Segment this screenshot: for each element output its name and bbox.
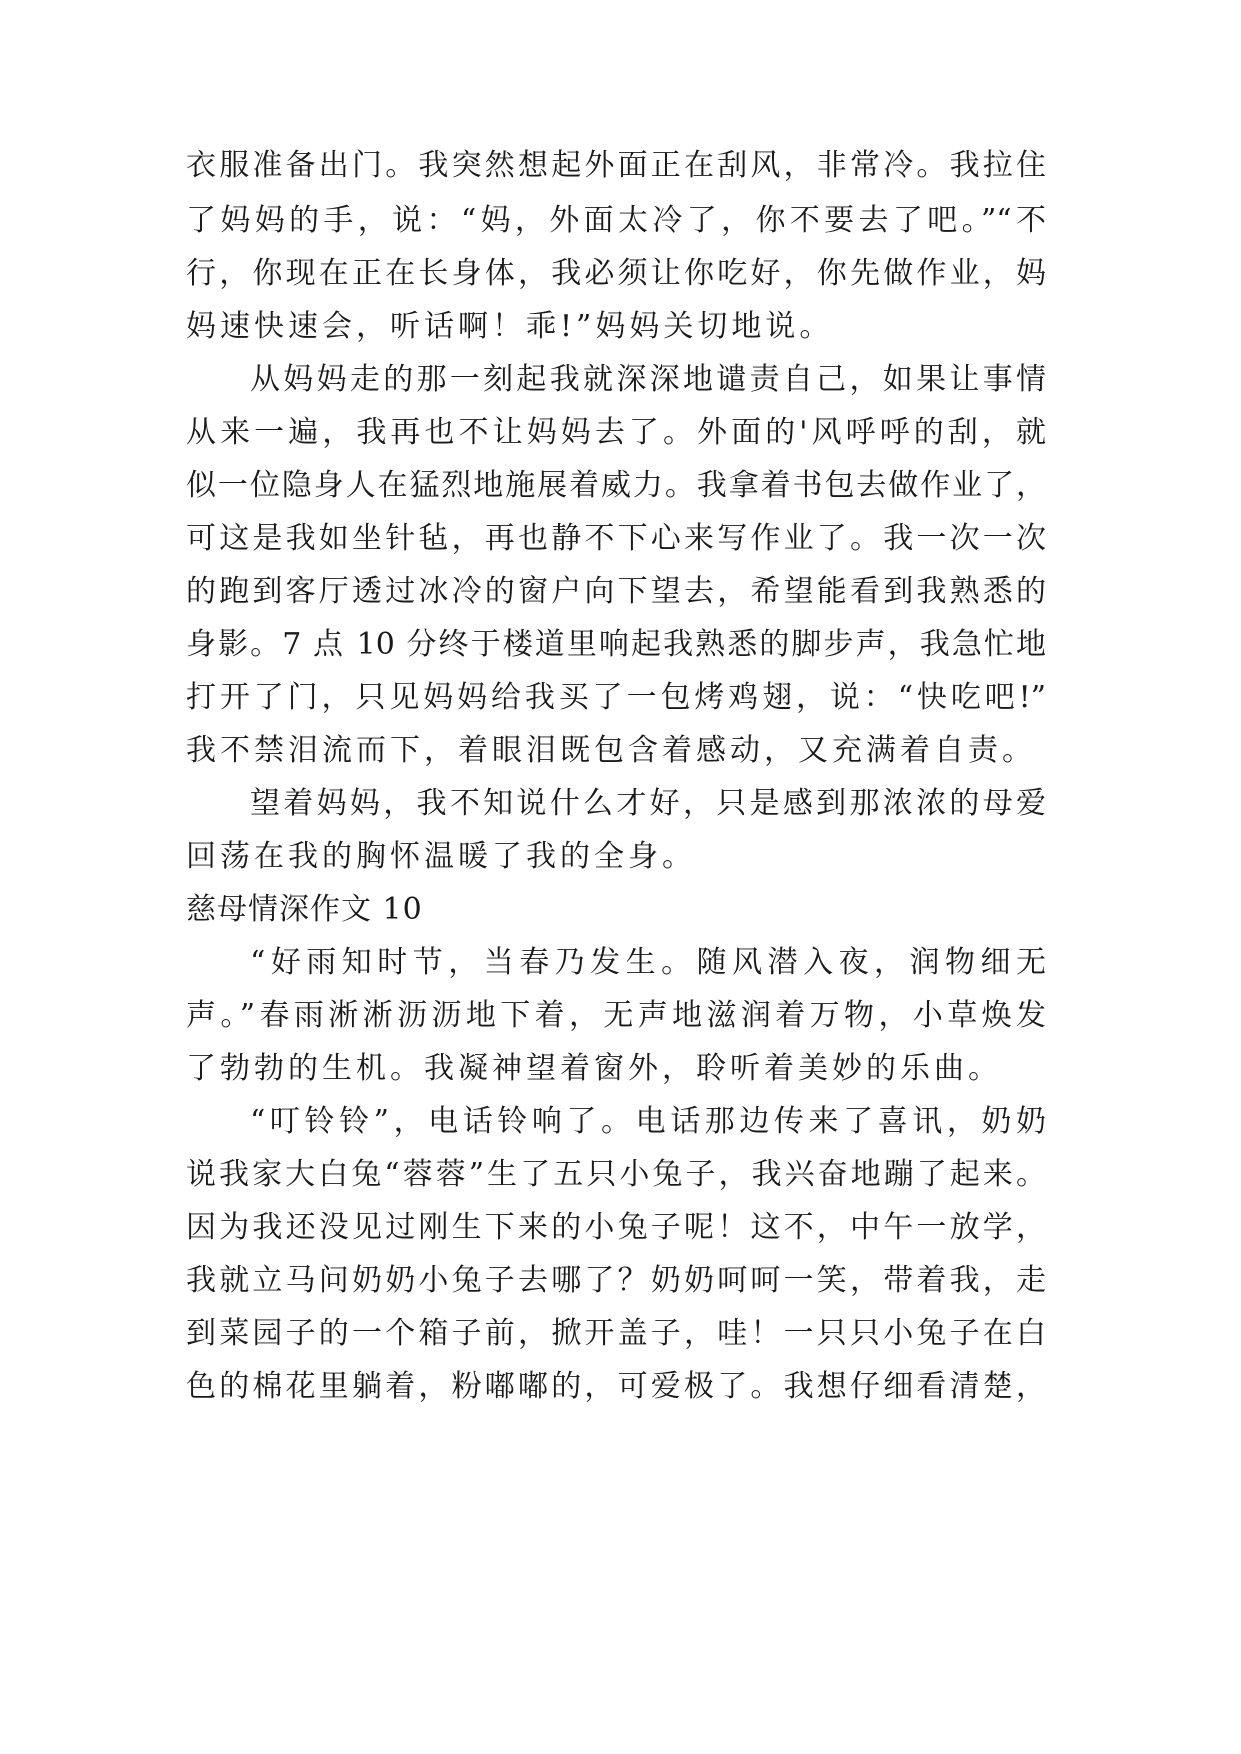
text-line: 声。”春雨淅淅沥沥地下着，无声地滋润着万物，小草焕发 [186, 998, 1046, 1033]
section-heading: 慈母情深作文 10 [186, 892, 423, 927]
text-line: 到菜园子的一个箱子前，掀开盖子，哇！一只只小兔子在白 [186, 1316, 1046, 1351]
text-line: 的跑到客厅透过冰冷的窗户向下望去，希望能看到我熟悉的 [186, 574, 1046, 609]
text-line: 说我家大白兔“蓉蓉”生了五只小兔子，我兴奋地蹦了起来。 [186, 1157, 1046, 1192]
text-line: 打开了门，只见妈妈给我买了一包烤鸡翅，说：“快吃吧!” [186, 680, 1046, 715]
paragraph-first-line: “好雨知时节，当春乃发生。随风潜入夜，润物细无 [250, 945, 1046, 980]
text-line: 了勃勃的生机。我凝神望着窗外，聆听着美妙的乐曲。 [186, 1051, 1002, 1086]
text-line: 妈速快速会，听话啊！乖!”妈妈关切地说。 [186, 309, 834, 344]
text-line: 了妈妈的手，说：“妈，外面太冷了，你不要去了吧。”“不 [186, 203, 1046, 238]
paragraph-first-line: “叮铃铃”，电话铃响了。电话那边传来了喜讯，奶奶 [250, 1104, 1046, 1139]
text-line: 似一位隐身人在猛烈地施展着威力。我拿着书包去做作业了， [186, 468, 1046, 503]
paragraph-first-line: 望着妈妈，我不知说什么才好，只是感到那浓浓的母爱 [250, 786, 1046, 821]
text-line: 行，你现在正在长身体，我必须让你吃好，你先做作业，妈 [186, 256, 1046, 291]
text-line: 回荡在我的胸怀温暖了我的全身。 [186, 839, 696, 874]
text-line: 因为我还没见过刚生下来的小兔子呢！这不，中午一放学， [186, 1210, 1046, 1245]
text-line: 我就立马问奶奶小兔子去哪了？奶奶呵呵一笑，带着我，走 [186, 1263, 1046, 1298]
text-line: 可这是我如坐针毡，再也静不下心来写作业了。我一次一次 [186, 521, 1046, 556]
text-line: 身影。7 点 10 分终于楼道里响起我熟悉的脚步声，我急忙地 [186, 627, 1046, 662]
text-line: 我不禁泪流而下，着眼泪既包含着感动，又充满着自责。 [186, 733, 1036, 768]
paragraph-first-line: 从妈妈走的那一刻起我就深深地谴责自己，如果让事情 [250, 362, 1046, 397]
text-line: 衣服准备出门。我突然想起外面正在刮风，非常冷。我拉住 [186, 148, 1046, 183]
text-line: 色的棉花里躺着，粉嘟嘟的，可爱极了。我想仔细看清楚， [186, 1369, 1046, 1404]
text-line: 从来一遍，我再也不让妈妈去了。外面的'风呼呼的刮，就 [186, 415, 1046, 450]
